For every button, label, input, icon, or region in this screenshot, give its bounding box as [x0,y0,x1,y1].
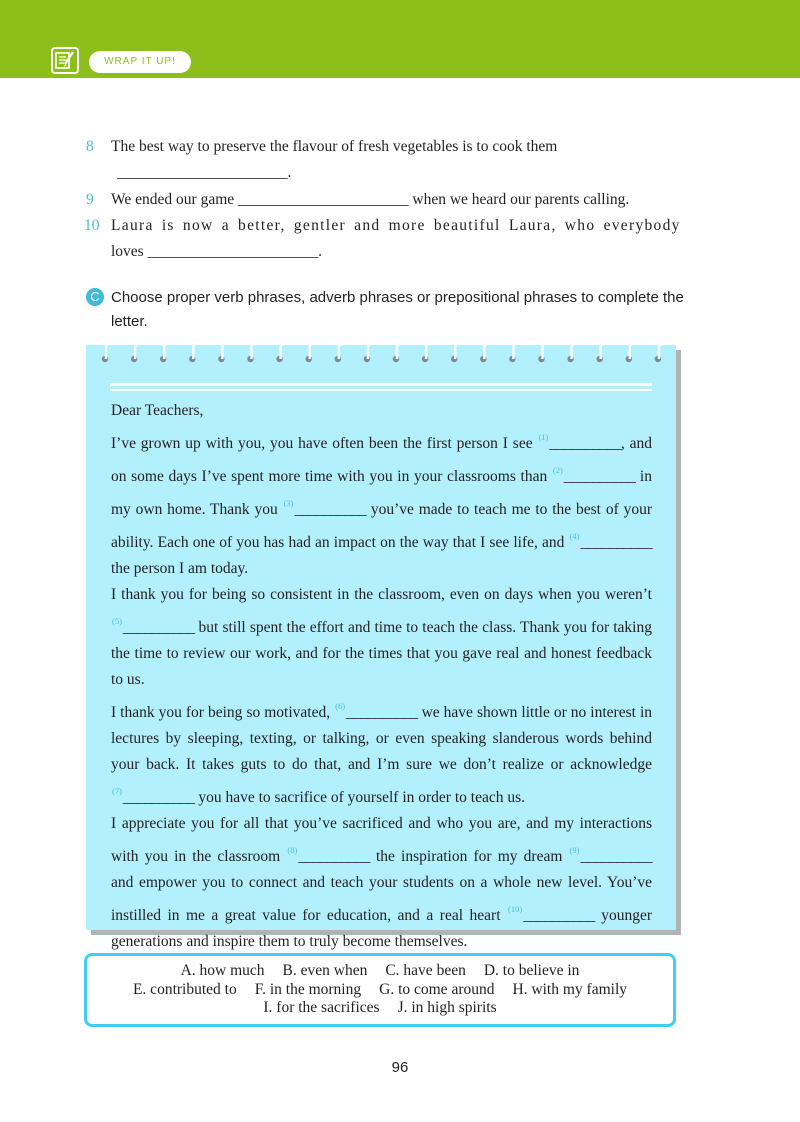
question-number: 9 [86,191,94,208]
divider-line [110,389,652,391]
option-b: B. even when [282,962,368,979]
binding-ring [131,344,139,362]
option-f: F. in the morning [254,980,362,998]
binding-ring [626,344,634,362]
letter-greeting: Dear Teachers, [111,402,204,419]
options-row [87,999,673,1018]
blank: __________ [298,848,370,865]
question-text: We ended our game ______________________ when we heard our parents calling. [111,191,630,208]
option-h: H. with my family [512,980,628,998]
blank: __________ [294,501,367,518]
binding-ring [247,344,255,362]
options-row [87,981,673,1000]
letter-body [111,398,652,955]
letter-paragraph-1: I’ve grown up with you, you have often been the first person I see $^{(1)}$__________, and on some days I’ve spent more time with you in your classrooms than $^{(2)}$__________ in my own home. Thank you $^{(3)}$__________ you’ve made to teach me to the best of your ability. Each one of you has had an impact on the way that I see life, and $^{(4)}$__________ the person I am today. [111,432,652,577]
letter-paragraph-3: I thank you for being so motivated, $^{(6)}$__________ we have shown little or no interest in lectures by sleeping, texting, or talking, or even speaking slanderous words behind your back. It takes guts to do that, and I’m sure we don’t realize or acknowledge $^{(7)}$__________ you have to sacrifice of yourself in order to teach us. [111,701,653,806]
blank-marker: (9) [569,845,580,855]
question-number: 10 [84,217,100,234]
blank-marker: (8) [287,845,298,855]
blank-marker: (3) [283,498,294,508]
binding-ring [276,344,284,362]
question-text: Laura is now a better, gentler and more beautiful Laura, who everybody [111,217,681,234]
blank-marker: (5) [112,616,122,626]
binding-ring [509,344,517,362]
question-number: 8 [86,138,94,155]
blank: __________ [580,848,652,865]
binding-ring [306,344,314,362]
section-c-badge: C [86,288,104,306]
section-tag: WRAP IT UP! [89,51,191,73]
blank-marker: (2) [552,465,563,475]
binding-ring [364,344,372,362]
binding-ring [451,344,459,362]
binding-ring [393,344,401,362]
divider-line [110,383,652,386]
binding-ring [335,344,343,362]
question-text: The best way to preserve the flavour of fresh vegetables is to cook them [111,138,558,155]
blank-marker: (4) [569,531,580,541]
blank-marker: (7) [112,786,122,796]
answer-blank: ______________________. [117,164,292,181]
question-text-continued: loves ______________________. [111,243,322,260]
blank-marker: (6) [335,701,346,711]
blank: __________ [549,435,621,452]
blank: __________ [580,534,652,551]
option-g: G. to come around [379,980,495,998]
letter-paragraph-2: I thank you for being so consistent in the classroom, even on days when you weren’t $^{(5)}$__________ but still spent the effort and time to teach the class. Thank you for taking the time to review our work, and for the times that you gave real and honest feedback to us. [111,586,652,688]
blank: __________ [122,789,195,806]
binding-ring [102,344,110,362]
options-box [84,953,676,1027]
blank-marker: (10) [508,904,523,914]
option-j: J. in high spirits [397,999,497,1016]
letter-paragraph-4: I appreciate you for all that you’ve sacrificed and who you are, and my interactions with you in the classroom $^{(8)}$__________ the inspiration for my dream $^{(9)}$__________ and empower you to connect and teach your students on a whole new level. You’ve instilled in me a great value for education, and a real heart $^{(10)}$__________ younger generations and inspire them to truly become themselves. [111,815,652,950]
binding-ring [538,344,546,362]
binding-ring [189,344,197,362]
notepad-pencil-icon [51,47,79,74]
option-d: D. to believe in [483,962,580,979]
blank: __________ [122,619,195,636]
option-i: I. for the sacrifices [263,999,380,1016]
spiral-binding [86,338,676,368]
binding-ring [422,344,430,362]
binding-ring [480,344,488,362]
blank: __________ [563,468,636,485]
option-c: C. have been [385,962,466,979]
binding-ring [160,344,168,362]
section-c-instruction: Choose proper verb phrases, adverb phrases or prepositional phrases to complete the letter. [111,289,684,330]
blank: __________ [523,907,595,924]
option-e: E. contributed to [132,980,237,998]
binding-ring [655,344,663,362]
binding-ring [567,344,575,362]
option-a: A. how much [180,962,265,979]
binding-ring [218,344,226,362]
header-bar [0,0,800,78]
options-row [87,962,673,981]
page-number: 96 [391,1059,409,1076]
binding-ring [597,344,605,362]
blank-marker: (1) [538,432,549,442]
blank: __________ [346,704,418,721]
